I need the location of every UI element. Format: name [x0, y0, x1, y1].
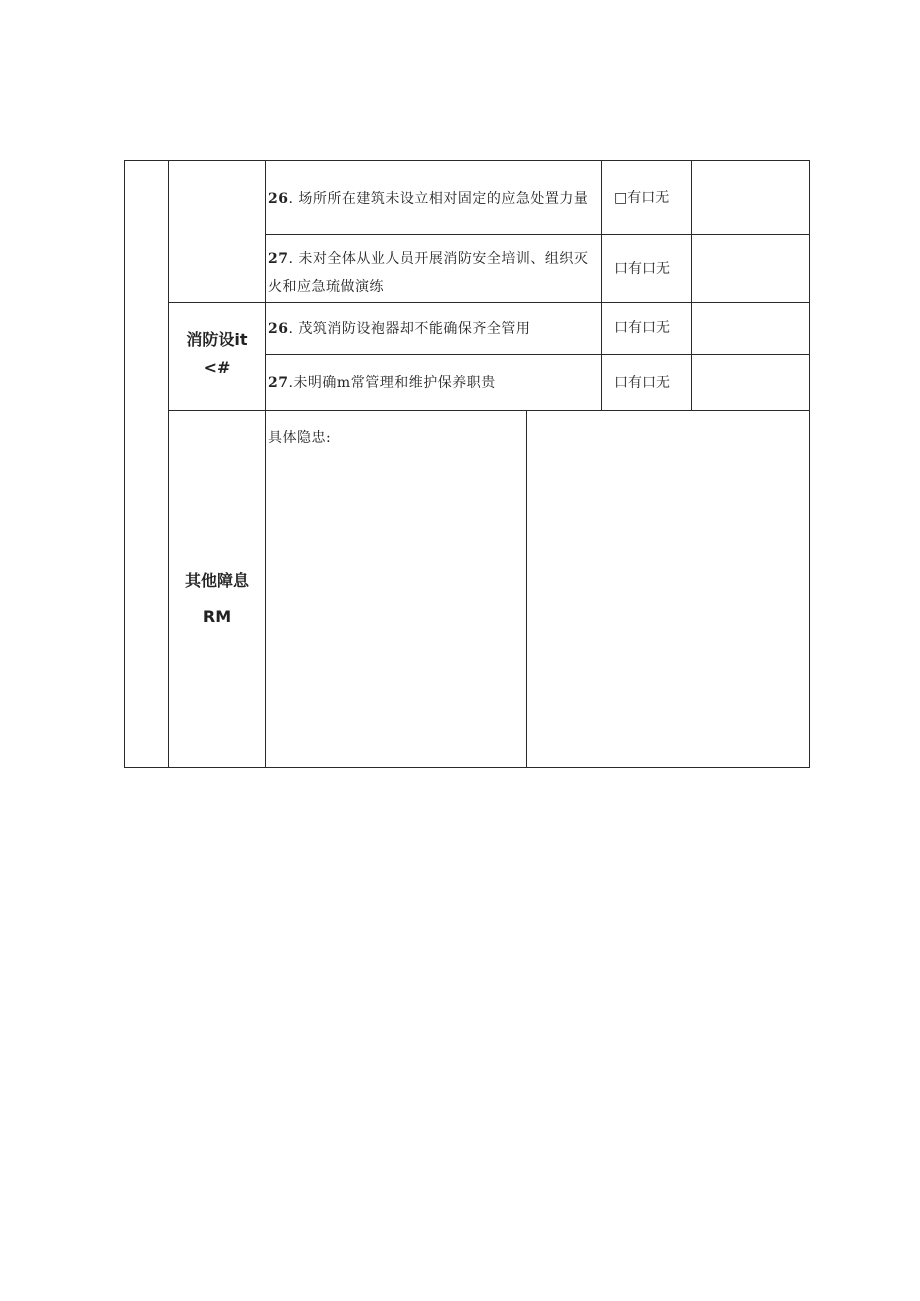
column-divider [601, 160, 602, 411]
detail-entry-area[interactable] [527, 411, 809, 767]
item-text-continued: 火和应急琉做演练 [268, 279, 384, 295]
presence-checkbox[interactable]: 口有口无 [614, 375, 670, 391]
table-border-left [124, 160, 125, 768]
presence-checkbox[interactable]: 口有口无 [614, 320, 670, 336]
item-text: 26. 茂筑消防设袍器却不能确保齐全管用 [268, 321, 531, 337]
row-divider [265, 234, 810, 235]
item-text: 27. 未对全体从业人员开展消防安全培训、组织灭 [268, 251, 589, 267]
table-border-top [124, 160, 810, 161]
presence-checkbox[interactable]: □有口无 [614, 190, 670, 206]
detail-label: 具体隐忠: [268, 430, 332, 446]
table-border-bottom [124, 767, 810, 768]
table-border-right [809, 160, 810, 768]
category-label: 消防设it <# [186, 330, 248, 377]
column-divider [168, 160, 169, 768]
item-text: 27.未明确m常管理和维护保养职贵 [268, 375, 496, 391]
row-divider [265, 354, 810, 355]
column-divider [265, 160, 266, 768]
item-text: 26. 场所所在建筑未设立相对固定的应急处置力量 [268, 191, 589, 207]
column-divider [691, 160, 692, 411]
presence-checkbox[interactable]: 口有口无 [614, 261, 670, 277]
category-label: 其他障息 RM [184, 571, 249, 626]
